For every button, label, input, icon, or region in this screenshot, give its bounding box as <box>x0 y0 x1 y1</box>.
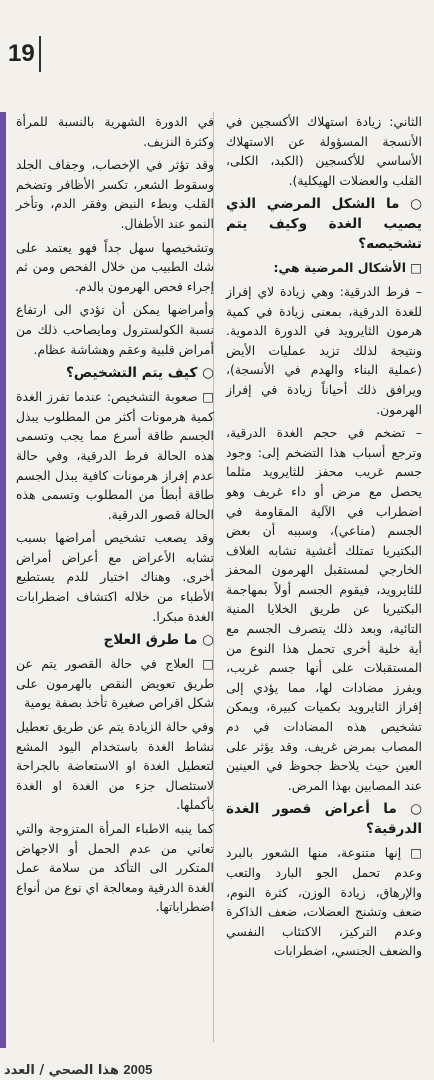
paragraph: – تضخم في حجم الغدة الدرقية، وترجع أسباب هذا التضخم إلى: وجود جسم غريب محفز للثايرويد مثلما يحصل مع مرض أو داء غريف وهو اضطراب في الآلية المقاومة في الجسم (مناعي)، وسببه أن بعض البكتيريا تمتلك أغشية تشابه الغلاف الخارجي لمستقبل الهرمون المحفز للثايرويد، فيقوم الجسم أولاً بمهاجمة البكتيريا عن طريق الخلايا المنية التائية، وبعد ذلك يتصرف الجسم مع أية خلية أخرى تحمل هذا النوع من المستقبلات على أنها جسم غريب، ويفرز مضادات لها، مما يؤدي إلى إفراز الثايرويد بكميات كبيرة، ويمكن تشخيص هذه المضادات في دم المصاب بمرض غريف. وقد يؤثر على العين حيث يلاحظ جحوظ في العينين عند المصابين بهذا المرض. <box>226 425 422 793</box>
article-column-right <box>226 112 422 965</box>
paragraph: وأمراضها يمكن أن تؤدي الى ارتفاع نسبة الكولسترول ومايصاحب ذلك من أمراض قلبية وعقم وهشاشة عظام. <box>16 302 214 357</box>
question-heading: ○ ما أعراض قصور الغدة الدرقية؟ <box>226 801 422 838</box>
paragraph: كما ينبه الاطباء المرأة المتزوجة والتي تعاني من عدم الحمل أو الاجهاض المتكرر الى التأكد من سلامة عمل الغدة الدرقية ومعالجة اي نوع من أنواع اضطراباتها. <box>16 821 214 915</box>
footer-text: هذا الص‏حي / العدد <box>4 1063 119 1078</box>
paragraph: وقد تؤثر في الإخصاب، وجفاف الجلد وسقوط الشعر، تكسر الأظافر وتضخم القلب وبطء النبض وفقر الدم، وتأخر النمو عند الأطفال. <box>16 157 214 231</box>
paragraph: وقد يصعب تشخيص أمراضها بسبب تشابه الأعراض مع أعراض أمراض أخرى. وهناك اختبار للدم يستطيع الأطباء من خلاله اكتشاف اضطرابات الغدة مبكرا. <box>16 530 214 624</box>
section-color-bar <box>0 112 6 1048</box>
paragraph: في الدورة الشهرية بالنسبة للمرأة وكثرة النزيف. <box>16 114 214 149</box>
paragraph: □ إنها متنوعة، منها الشعور بالبرد وعدم تحمل الجو البارد والتعب والإرهاق، زيادة الوزن، كثرة النوم، ضعف وتشنج العضلات، ضعف الذاكرة وعدم التركيز، الاكتئاب النفسي والضعف الجنسي، اضطرابات <box>226 845 422 959</box>
footer-issue: 2005 <box>123 1062 153 1077</box>
paragraph: الثاني: زيادة استهلاك الأكسجين في الأنسجة المسؤولة عن الاستهلاك الأساسي للأكسجين (الكبد، الكلى، القلب والعضلات الهيكلية). <box>226 114 422 188</box>
page-number: 19 <box>8 40 35 67</box>
paragraph: وفي حالة الزيادة يتم عن طريق تعطيل نشاط الغدة باستخدام اليود المشع لتعطيل الغدة او الاستعاضة بالجراحة لاستئصال جزء من الغدة او الغدة بأكملها. <box>16 719 214 813</box>
paragraph: □ صعوبة التشخيص: عندما تفرز الغدة كمية هرمونات أكثر من المطلوب يبذل الجسم طاقة أسرع مما يجب وتسمى هذه الحالة فرط الدرقية، وفي حالة عدم إفراز هرمونات كافية يبذل الجسم طاقة أبطأ من المطلوب وتسمى هذه الحالة قصور الدرقية. <box>16 389 214 522</box>
paragraph: □ العلاج في حالة القصور يتم عن طريق تعويض النقص بالهرمون على شكل اقراص صغيرة تأخذ بصفة يومية <box>16 656 214 711</box>
paragraph: وتشخيصها سهل جداً فهو يعتمد على شك الطبيب من خلال الفحص ومن ثم إجراء فحص الهرمون بالدم. <box>16 239 214 294</box>
question-heading: ○ ما الشكل المرضي الذي يصيب الغدة وكيف يتم تشخيصه؟ <box>226 196 422 253</box>
paragraph: □ الأشكال المرضية هي: <box>273 260 422 276</box>
question-heading: ○ كيف يتم التشخيص؟ <box>66 365 214 382</box>
page-footer <box>4 1062 152 1078</box>
article-column-left <box>16 112 214 921</box>
paragraph: – فرط الدرقية: وهي زيادة لاي إفراز للغدة الدرقية، بمعنى زيادة في كمية هرمون الثايرويد في الدورة الدموية. ونتيجة لذلك تزيد عمليات الأيض (عملية البناء والهدم في الأنسجة)، ويرافق ذلك أحياناً زيادة في إفراز الهرمون. <box>226 283 422 417</box>
question-heading: ○ ما طرق العلاج <box>103 632 214 649</box>
header-rule <box>39 36 41 72</box>
